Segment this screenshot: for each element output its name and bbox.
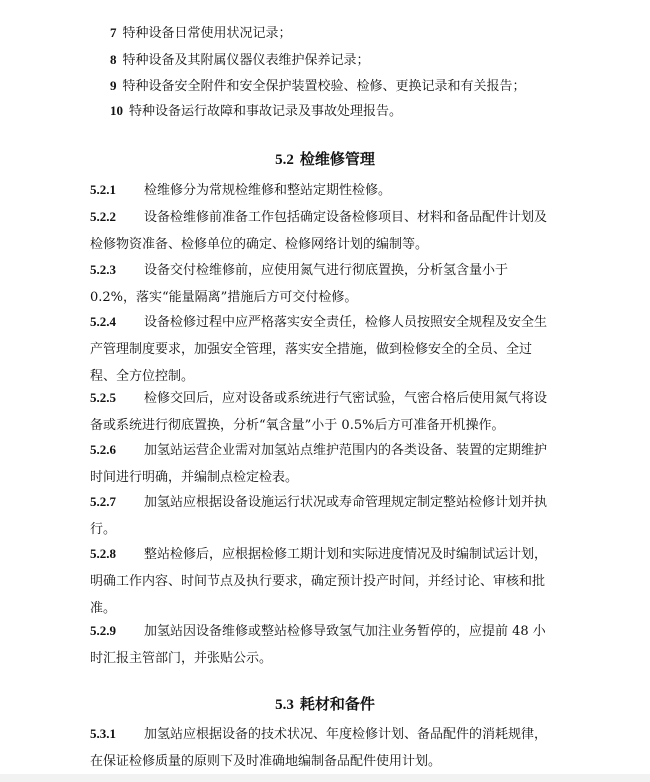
clause-5-2-6 [90, 436, 552, 491]
clause-number: 5.2.5 [90, 390, 116, 405]
section-number: 5.2 [275, 152, 294, 168]
list-item-number: 10 [110, 103, 123, 118]
list-item [110, 24, 292, 43]
clause-number: 5.2.2 [90, 209, 116, 224]
list-item [110, 77, 526, 96]
clause-text: 加氢站应根据设备的技术状况、年度检修计划、备品配件的消耗规律，在保证检修质量的原则下及时准确地编制备品配件使用计划。 [90, 727, 548, 769]
clause-5-2-7 [90, 488, 552, 543]
list-item-text: 特种设备安全附件和安全保护装置校验、检修、更换记录和有关报告； [122, 79, 526, 94]
clause-text: 加氢站因设备维修或整站检修导致氢气加注业务暂停的，应提前 48 小时汇报主管部门，并张贴公示。 [90, 624, 546, 666]
clause-5-2-2 [90, 203, 552, 258]
clause-text: 加氢站运营企业需对加氢站点维护范围内的各类设备、装置的定期维护时间进行明确，并编制点检定检表。 [90, 443, 548, 485]
list-item-text: 特种设备运行故障和事故记录及事故处理报告。 [129, 104, 403, 119]
clause-number: 5.2.4 [90, 314, 116, 329]
clause-number: 5.3.1 [90, 726, 116, 741]
list-item-text: 特种设备日常使用状况记录； [122, 26, 292, 41]
section-number: 5.3 [275, 697, 294, 713]
clause-5-2-3 [90, 256, 552, 311]
clause-text: 设备交付检维修前，应使用氮气进行彻底置换，分析氢含量小于 0.2%，落实“能量隔离”措施后方可交付检修。 [90, 263, 509, 305]
section-title-5-3 [0, 694, 650, 715]
clause-number: 5.2.6 [90, 442, 116, 457]
clause-5-2-4 [90, 308, 552, 390]
list-item [110, 102, 402, 121]
clause-5-2-9 [90, 617, 552, 672]
clause-5-3-1 [90, 720, 552, 775]
clause-number: 5.2.8 [90, 546, 116, 561]
clause-number: 5.2.9 [90, 623, 116, 638]
clause-text: 整站检修后，应根据检修工期计划和实际进度情况及时编制试运计划，明确工作内容、时间节点及执行要求，确定预计投产时间，并经讨论、审核和批准。 [90, 547, 548, 616]
list-item-text: 特种设备及其附属仪器仪表维护保养记录； [122, 53, 370, 68]
page-bottom-edge [0, 774, 650, 782]
clause-text: 检维修分为常规检维修和整站定期性检修。 [144, 183, 392, 198]
clause-number: 5.2.7 [90, 494, 116, 509]
list-item-number: 8 [110, 52, 117, 67]
clause-text: 检修交回后，应对设备或系统进行气密试验，气密合格后使用氮气将设备或系统进行彻底置换，分析“氧含量”小于 0.5%后方可准备开机操作。 [90, 391, 548, 433]
clause-5-2-5 [90, 384, 552, 439]
section-title-text: 耗材和备件 [299, 695, 375, 713]
clause-text: 设备检修过程中应严格落实安全责任，检修人员按照安全规程及安全生产管理制度要求，加强安全管理，落实安全措施，做到检修安全的全员、全过程、全方位控制。 [90, 315, 548, 384]
list-item-number: 9 [110, 78, 117, 93]
clause-5-2-8 [90, 540, 552, 622]
section-title-text: 检维修管理 [299, 150, 375, 168]
list-item [110, 51, 370, 70]
clause-text: 加氢站应根据设备设施运行状况或寿命管理规定制定整站检修计划并执行。 [90, 495, 548, 537]
clause-5-2-1 [90, 176, 552, 204]
section-title-5-2 [0, 149, 650, 170]
clause-number: 5.2.3 [90, 262, 116, 277]
list-item-number: 7 [110, 25, 117, 40]
clause-text: 设备检维修前准备工作包括确定设备检修项目、材料和备品配件计划及检修物资准备、检修单位的确定、检修网络计划的编制等。 [90, 210, 548, 252]
clause-number: 5.2.1 [90, 182, 116, 197]
